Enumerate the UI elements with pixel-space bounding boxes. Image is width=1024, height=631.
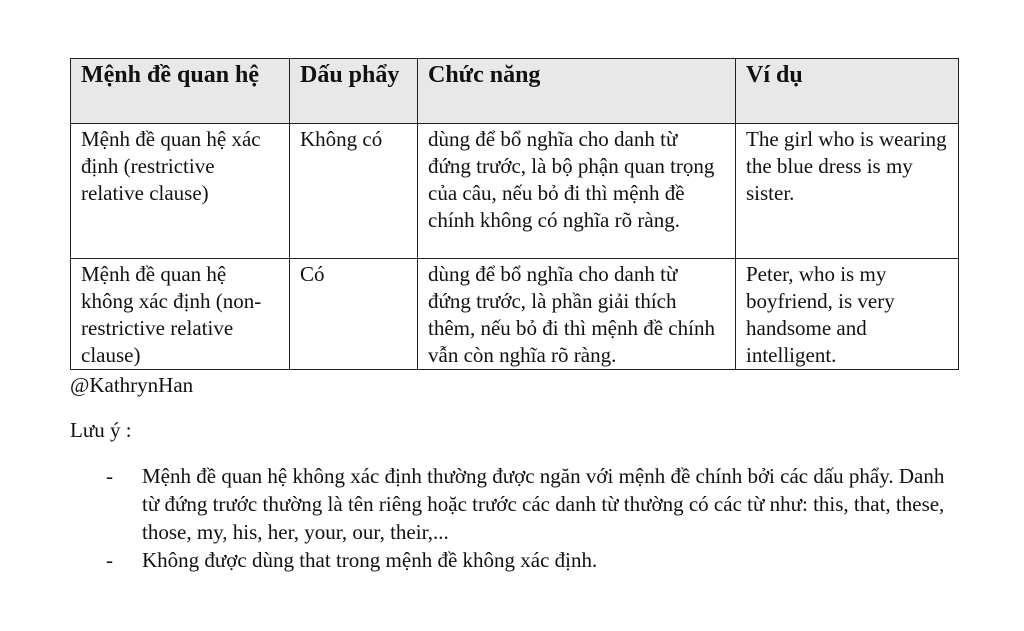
relative-clause-table bbox=[70, 58, 959, 370]
table-row bbox=[71, 124, 959, 259]
note-text: Không được dùng that trong mệnh đề không xác định. bbox=[142, 548, 598, 572]
list-item bbox=[70, 462, 958, 546]
cell-clause-type: Mệnh đề quan hệ không xác định (non-restrictive relative clause) bbox=[71, 259, 290, 370]
cell-comma: Không có bbox=[290, 124, 418, 259]
cell-example: The girl who is wearing the blue dress is my sister. bbox=[736, 124, 959, 259]
cell-function: dùng để bổ nghĩa cho danh từ đứng trước, là phần giải thích thêm, nếu bỏ đi thì mệnh đề chính vẫn còn nghĩa rõ ràng. bbox=[418, 259, 736, 370]
cell-function: dùng để bổ nghĩa cho danh từ đứng trước, là bộ phận quan trọng của câu, nếu bỏ đi thì mệnh đề chính không có nghĩa rõ ràng. bbox=[418, 124, 736, 259]
header-example: Ví dụ bbox=[736, 59, 959, 124]
author-credit: @KathrynHan bbox=[70, 373, 194, 397]
bullet-dash: - bbox=[106, 464, 113, 488]
cell-example: Peter, who is my boyfriend, is very handsome and intelligent. bbox=[736, 259, 959, 370]
document-body bbox=[70, 58, 958, 574]
notes-list bbox=[70, 462, 958, 574]
header-clause-type: Mệnh đề quan hệ bbox=[71, 59, 290, 124]
header-comma: Dấu phẩy bbox=[290, 59, 418, 124]
table-header-row bbox=[71, 59, 959, 124]
bullet-dash: - bbox=[106, 548, 113, 572]
cell-comma: Có bbox=[290, 259, 418, 370]
header-function: Chức năng bbox=[418, 59, 736, 124]
note-heading: Lưu ý : bbox=[70, 418, 132, 442]
cell-clause-type: Mệnh đề quan hệ xác định (restrictive relative clause) bbox=[71, 124, 290, 259]
table-row bbox=[71, 259, 959, 370]
list-item bbox=[70, 546, 958, 574]
note-text: Mệnh đề quan hệ không xác định thường được ngăn với mệnh đề chính bởi các dấu phẩy. Danh từ đứng trước thường là tên riêng hoặc trước các danh từ thường có các từ như: this, that, these, those, my, his, her, your, our, their,... bbox=[142, 464, 945, 544]
